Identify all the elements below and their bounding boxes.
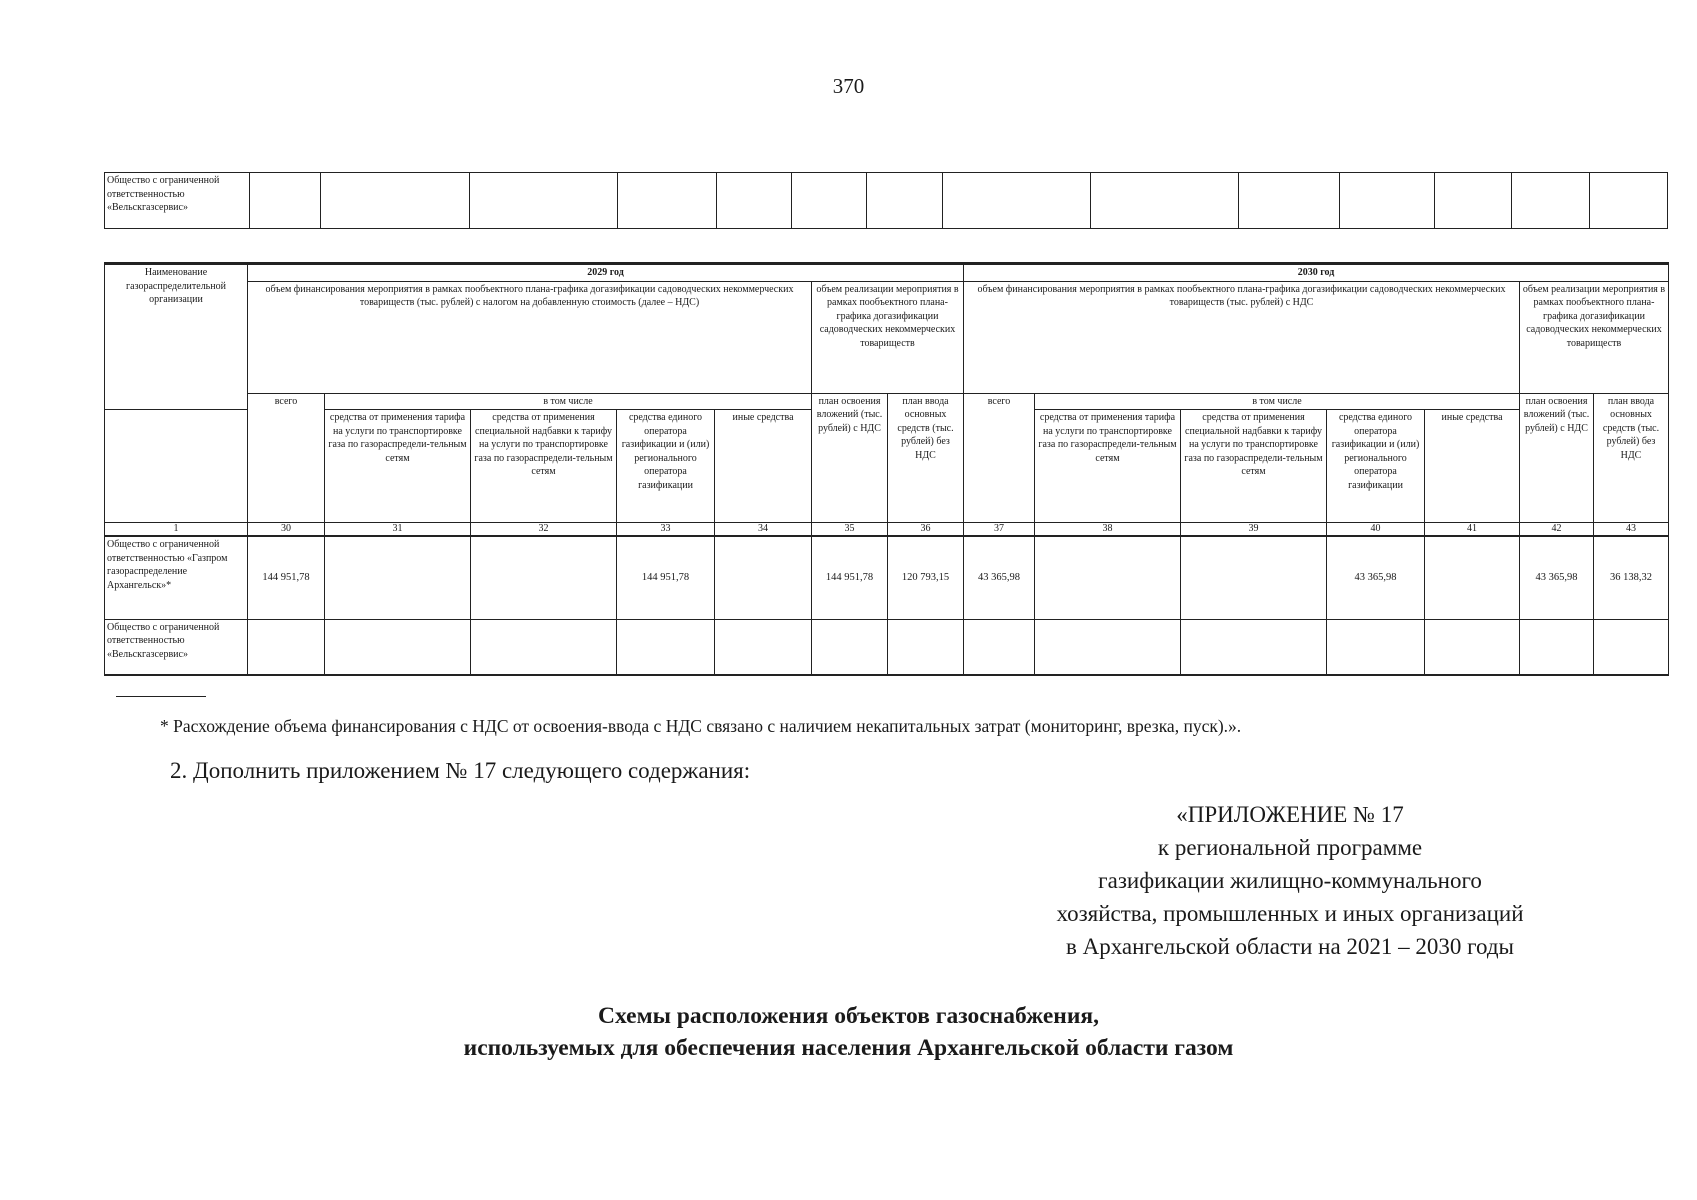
heading-line: Схемы расположения объектов газоснабжения, bbox=[598, 1003, 1099, 1029]
value-cell: 36 138,32 bbox=[1594, 536, 1669, 619]
total-header: всего bbox=[248, 393, 325, 523]
empty-cell bbox=[1435, 173, 1512, 229]
empty-cell bbox=[1589, 173, 1667, 229]
value-cell bbox=[1327, 619, 1425, 675]
plan-invest-header: план освоения вложений (тыс. рублей) с НДС bbox=[1520, 393, 1594, 523]
appendix-header bbox=[980, 798, 1600, 963]
year-2029-header: 2029 год bbox=[248, 264, 964, 282]
empty-cell bbox=[717, 173, 792, 229]
empty-cell bbox=[250, 173, 321, 229]
column-number: 31 bbox=[325, 523, 471, 537]
heading-line: используемых для обеспечения населения Архангельской области газом bbox=[463, 1035, 1234, 1061]
table-row bbox=[105, 536, 1669, 619]
empty-cell bbox=[866, 173, 942, 229]
value-cell bbox=[715, 536, 812, 619]
column-number: 1 bbox=[105, 523, 248, 537]
empty-cell bbox=[942, 173, 1090, 229]
value-cell bbox=[471, 619, 617, 675]
value-cell: 120 793,15 bbox=[888, 536, 964, 619]
value-cell: 144 951,78 bbox=[617, 536, 715, 619]
value-cell bbox=[1425, 619, 1520, 675]
tariff-header: средства от применения тарифа на услуги по транспортировке газа по газораспредели-тельным сетям bbox=[1035, 410, 1181, 523]
plan-assets-header: план ввода основных средств (тыс. рублей) без НДС bbox=[1594, 393, 1669, 523]
value-cell bbox=[1181, 536, 1327, 619]
column-number: 30 bbox=[248, 523, 325, 537]
column-number: 41 bbox=[1425, 523, 1520, 537]
implementation-2029-header: объем реализации мероприятия в рамках пообъектного плана-графика догазификации садоводческих некоммерческих товариществ bbox=[812, 281, 964, 393]
value-cell bbox=[1520, 619, 1594, 675]
total-header: всего bbox=[964, 393, 1035, 523]
empty-cell bbox=[792, 173, 866, 229]
column-number: 37 bbox=[964, 523, 1035, 537]
page-number: 370 bbox=[832, 74, 865, 98]
table-row bbox=[105, 619, 1669, 675]
financing-2030-header: объем финансирования мероприятия в рамках пообъектного плана-графика догазификации садоводческих некоммерческих товариществ (тыс. рублей) с НДС bbox=[964, 281, 1520, 393]
value-cell bbox=[1035, 536, 1181, 619]
appendix-line: в Архангельской области на 2021 – 2030 годы bbox=[1065, 934, 1515, 959]
value-cell: 43 365,98 bbox=[964, 536, 1035, 619]
column-number: 40 bbox=[1327, 523, 1425, 537]
tariff-header: средства от применения тарифа на услуги по транспортировке газа по газораспредели-тельным сетям bbox=[325, 410, 471, 523]
footnote-divider bbox=[116, 696, 206, 697]
empty-cell bbox=[1512, 173, 1589, 229]
empty-cell bbox=[469, 173, 617, 229]
surcharge-header: средства от применения специальной надбавки к тарифу на услуги по транспортировке газа по газораспредели-тельным сетям bbox=[471, 410, 617, 523]
including-header: в том числе bbox=[1035, 393, 1520, 410]
value-cell bbox=[964, 619, 1035, 675]
empty-cell bbox=[1091, 173, 1239, 229]
column-number: 42 bbox=[1520, 523, 1594, 537]
value-cell bbox=[1035, 619, 1181, 675]
appendix-title: «ПРИЛОЖЕНИЕ № 17 bbox=[1176, 802, 1404, 827]
org-header-spacer bbox=[105, 410, 248, 523]
value-cell bbox=[325, 536, 471, 619]
plan-assets-header: план ввода основных средств (тыс. рублей) без НДС bbox=[888, 393, 964, 523]
other-header: иные средства bbox=[1425, 410, 1520, 523]
empty-cell bbox=[321, 173, 469, 229]
list-item-2: 2. Дополнить приложением № 17 следующего содержания: bbox=[170, 758, 751, 783]
continuation-table bbox=[104, 172, 1668, 229]
org-header: Наименование газораспределительной организации bbox=[105, 264, 248, 410]
operator-header: средства единого оператора газификации и (или) регионального оператора газификации bbox=[1327, 410, 1425, 523]
appendix-line: хозяйства, промышленных и иных организаций bbox=[1056, 901, 1524, 926]
value-cell bbox=[888, 619, 964, 675]
value-cell: 144 951,78 bbox=[248, 536, 325, 619]
year-2030-header: 2030 год bbox=[964, 264, 1669, 282]
value-cell: 144 951,78 bbox=[812, 536, 888, 619]
including-header: в том числе bbox=[325, 393, 812, 410]
operator-header: средства единого оператора газификации и (или) регионального оператора газификации bbox=[617, 410, 715, 523]
column-number: 32 bbox=[471, 523, 617, 537]
footnote: * Расхождение объема финансирования с НДС от освоения-ввода с НДС связано с наличием некапитальных затрат (мониторинг, врезка, пуск).». bbox=[160, 716, 1242, 736]
org-name-cell: Общество с ограниченной ответственностью «Вельскгазсервис» bbox=[105, 173, 250, 229]
empty-cell bbox=[1339, 173, 1434, 229]
value-cell bbox=[617, 619, 715, 675]
value-cell bbox=[715, 619, 812, 675]
org-name-cell: Общество с ограниченной ответственностью «Вельскгазсервис» bbox=[105, 619, 248, 675]
other-header: иные средства bbox=[715, 410, 812, 523]
surcharge-header: средства от применения специальной надбавки к тарифу на услуги по транспортировке газа по газораспредели-тельным сетям bbox=[1181, 410, 1327, 523]
column-number: 33 bbox=[617, 523, 715, 537]
financing-table bbox=[104, 262, 1669, 676]
financing-2029-header: объем финансирования мероприятия в рамках пообъектного плана-графика догазификации садоводческих некоммерческих товариществ (тыс. рублей) с налогом на добавленную стоимость (далее – НДС) bbox=[248, 281, 812, 393]
column-number: 36 bbox=[888, 523, 964, 537]
value-cell bbox=[1425, 536, 1520, 619]
column-number: 43 bbox=[1594, 523, 1669, 537]
appendix-line: к региональной программе bbox=[1157, 835, 1423, 860]
value-cell bbox=[1181, 619, 1327, 675]
column-number: 35 bbox=[812, 523, 888, 537]
value-cell bbox=[248, 619, 325, 675]
appendix-line: газификации жилищно-коммунального bbox=[1098, 868, 1482, 893]
value-cell: 43 365,98 bbox=[1520, 536, 1594, 619]
implementation-2030-header: объем реализации мероприятия в рамках пообъектного плана-графика догазификации садоводческих некоммерческих товариществ bbox=[1520, 281, 1669, 393]
plan-invest-header: план освоения вложений (тыс. рублей) с НДС bbox=[812, 393, 888, 523]
column-number: 38 bbox=[1035, 523, 1181, 537]
value-cell bbox=[471, 536, 617, 619]
value-cell bbox=[812, 619, 888, 675]
column-number: 39 bbox=[1181, 523, 1327, 537]
empty-cell bbox=[1239, 173, 1340, 229]
empty-cell bbox=[617, 173, 717, 229]
value-cell bbox=[325, 619, 471, 675]
org-name-cell: Общество с ограниченной ответственностью «Газпром газораспределение Архангельск»* bbox=[105, 536, 248, 619]
value-cell bbox=[1594, 619, 1669, 675]
value-cell: 43 365,98 bbox=[1327, 536, 1425, 619]
section-heading bbox=[0, 1000, 1697, 1064]
column-number: 34 bbox=[715, 523, 812, 537]
